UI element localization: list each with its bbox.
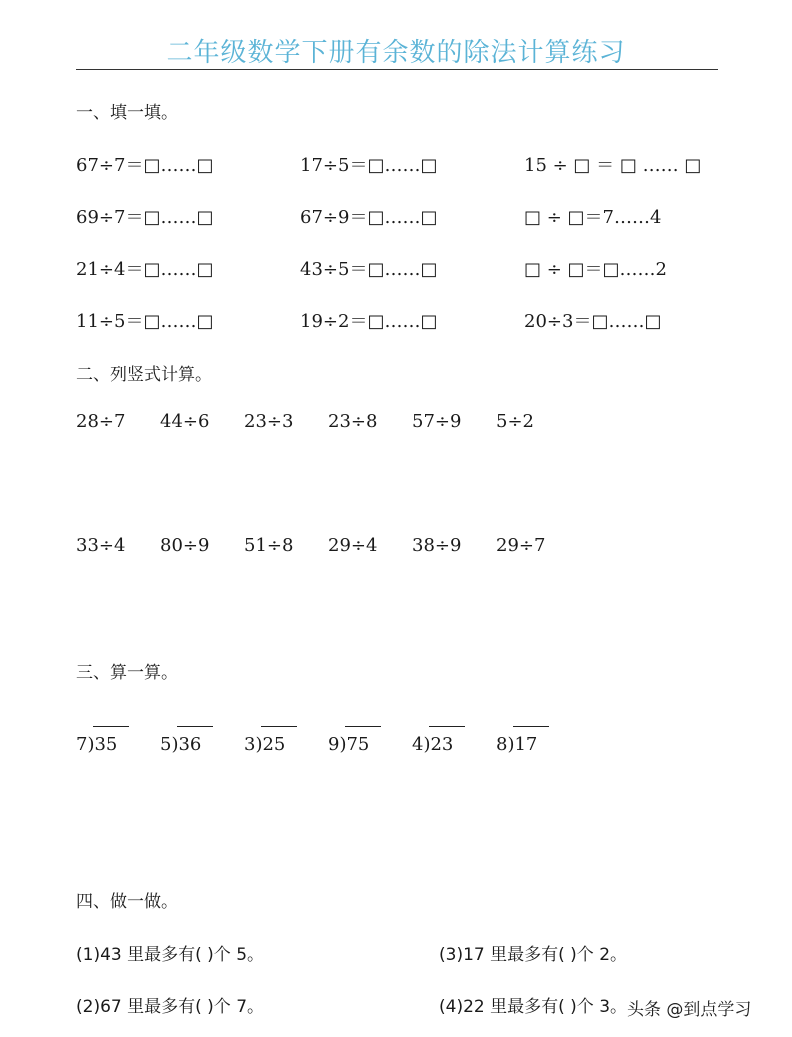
vertical-calc-problem: 51÷8	[244, 535, 294, 556]
title-underline	[76, 69, 718, 70]
fill-equation: 20÷3＝□……□	[524, 311, 662, 332]
long-division-problem	[412, 734, 453, 755]
divisor: 7	[76, 734, 88, 755]
division-bracket-bar	[177, 726, 213, 727]
question-item: (4)22 里最多有( )个 3。	[439, 997, 628, 1017]
dividend-with-bracket: )17	[507, 734, 537, 755]
long-division-problem	[244, 734, 285, 755]
dividend-with-bracket: )23	[423, 734, 453, 755]
long-division-problem	[328, 734, 369, 755]
vertical-calc-problem: 44÷6	[160, 411, 210, 432]
divisor: 8	[496, 734, 508, 755]
division-bracket-bar	[93, 726, 129, 727]
fill-equation: 43÷5＝□……□	[300, 259, 438, 280]
section1-heading: 一、填一填。	[76, 103, 178, 123]
vertical-calc-problem: 23÷8	[328, 411, 378, 432]
division-bracket-bar	[429, 726, 465, 727]
fill-equation: 21÷4＝□……□	[76, 259, 214, 280]
dividend-with-bracket: )35	[87, 734, 117, 755]
page-title: 二年级数学下册有余数的除法计算练习	[166, 38, 626, 68]
vertical-calc-problem: 29÷7	[496, 535, 546, 556]
dividend-with-bracket: )25	[255, 734, 285, 755]
vertical-calc-problem: 57÷9	[412, 411, 462, 432]
long-division-problem	[76, 734, 117, 755]
dividend: 25	[262, 734, 286, 755]
dividend-with-bracket: )75	[339, 734, 369, 755]
vertical-calc-problem: 29÷4	[328, 535, 378, 556]
divisor: 4	[412, 734, 424, 755]
fill-equation: 69÷7＝□……□	[76, 207, 214, 228]
fill-equation: 19÷2＝□……□	[300, 311, 438, 332]
long-division-problem	[496, 734, 537, 755]
question-item: (1)43 里最多有( )个 5。	[76, 945, 265, 965]
vertical-calc-problem: 23÷3	[244, 411, 294, 432]
fill-equation: 15 ÷ □ ＝ □ …… □	[524, 155, 702, 176]
vertical-calc-problem: 5÷2	[496, 411, 534, 432]
divisor: 5	[160, 734, 172, 755]
vertical-calc-problem: 28÷7	[76, 411, 126, 432]
fill-equation: □ ÷ □＝7……4	[524, 207, 662, 228]
fill-equation: 17÷5＝□……□	[300, 155, 438, 176]
divisor: 9	[328, 734, 340, 755]
dividend-with-bracket: )36	[171, 734, 201, 755]
divisor: 3	[244, 734, 256, 755]
dividend: 17	[514, 734, 538, 755]
section2-heading: 二、列竖式计算。	[76, 365, 212, 385]
dividend: 36	[178, 734, 202, 755]
question-item: (3)17 里最多有( )个 2。	[439, 945, 628, 965]
fill-equation: 67÷9＝□……□	[300, 207, 438, 228]
fill-equation: 11÷5＝□……□	[76, 311, 214, 332]
division-bracket-bar	[345, 726, 381, 727]
fill-equation: □ ÷ □＝□……2	[524, 259, 667, 280]
dividend: 35	[94, 734, 118, 755]
dividend: 75	[346, 734, 370, 755]
dividend: 23	[430, 734, 454, 755]
vertical-calc-problem: 33÷4	[76, 535, 126, 556]
vertical-calc-problem: 38÷9	[412, 535, 462, 556]
watermark: 头条 @到点学习	[627, 1000, 752, 1020]
question-item: (2)67 里最多有( )个 7。	[76, 997, 265, 1017]
vertical-calc-problem: 80÷9	[160, 535, 210, 556]
long-division-problem	[160, 734, 201, 755]
fill-equation: 67÷7＝□……□	[76, 155, 214, 176]
division-bracket-bar	[513, 726, 549, 727]
division-bracket-bar	[261, 726, 297, 727]
section3-heading: 三、算一算。	[76, 663, 178, 683]
section4-heading: 四、做一做。	[76, 892, 178, 912]
